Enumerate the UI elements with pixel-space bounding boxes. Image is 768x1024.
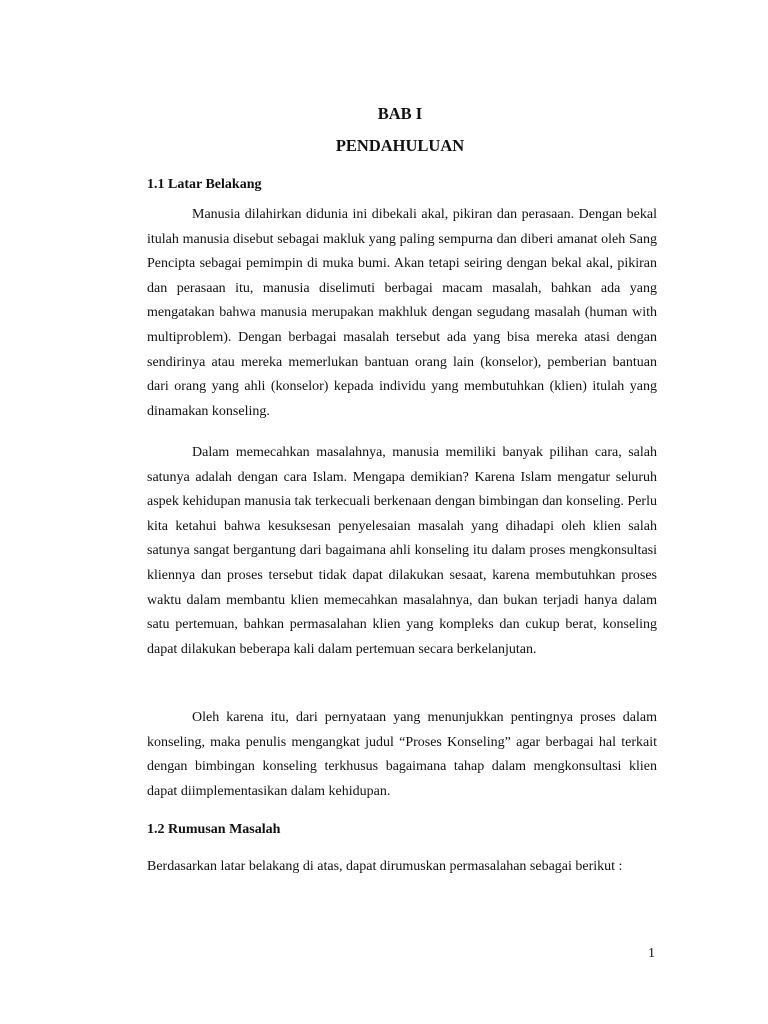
- section-heading-rumusan-masalah: 1.2 Rumusan Masalah: [147, 822, 281, 837]
- paragraph: Oleh karena itu, dari pernyataan yang menunjukkan pentingnya proses dalam konseling, maka penulis mengangkat judul “Proses Konseling” agar berbagai hal terkait dengan bimbingan konseling terkhusus bagaimana tahap dalam mengkonsultasi klien dapat diimplementasikan dalam kehidupan.: [147, 710, 657, 799]
- section-heading-latar-belakang: 1.1 Latar Belakang: [147, 177, 262, 192]
- chapter-number: BAB I: [377, 104, 423, 123]
- paragraph: Manusia dilahirkan didunia ini dibekali akal, pikiran dan perasaan. Dengan bekal itulah manusia disebut sebagai makluk yang paling sempurna dan diberi amanat oleh Sang Pencipta sebagai pemimpin di muka bumi. Akan tetapi seiring dengan bekal akal, pikiran dan perasaan itu, manusia diselimuti berbagai macam masalah, bahkan ada yang mengatakan bahwa manusia merupakan makhluk dengan segudang masalah (human with multiproblem). Dengan berbagai masalah tersebut ada yang bisa mereka atasi dengan sendirinya atau mereka memerlukan bantuan orang lain (konselor), pemberian bantuan dari orang yang ahli (konselor) kepada individu yang membutuhkan (klien) itulah yang dinamakan konseling.: [147, 207, 657, 419]
- page-number: 1: [648, 946, 655, 961]
- chapter-title: PENDAHULUAN: [335, 136, 465, 155]
- paragraph: Dalam memecahkan masalahnya, manusia memiliki banyak pilihan cara, salah satunya adalah dengan cara Islam. Mengapa demikian? Karena Islam mengatur seluruh aspek kehidupan manusia tak terkecuali berkenaan dengan bimbingan dan konseling. Perlu kita ketahui bahwa kesuksesan penyelesaian masalah yang dihadapi oleh klien salah satunya sangat bergantung dari bagaimana ahli konseling itu dalam proses mengkonsultasi kliennya dan proses tersebut tidak dapat dilakukan sesaat, karena membutuhkan proses waktu dalam membantu klien memecahkan masalahnya, dan bukan terjadi hanya dalam satu pertemuan, bahkan permasalahan klien yang kompleks dan cukup berat, konseling dapat dilakukan beberapa kali dalam pertemuan secara berkelanjutan.: [147, 445, 657, 657]
- paragraph: Berdasarkan latar belakang di atas, dapat dirumuskan permasalahan sebagai berikut :: [147, 859, 623, 874]
